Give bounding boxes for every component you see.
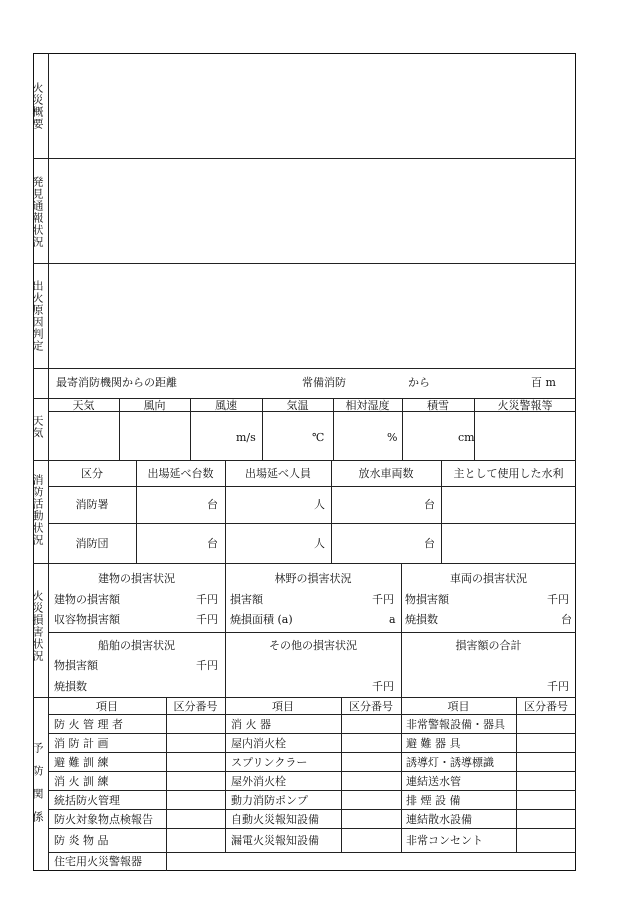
unit-thousand-yen: 千円 xyxy=(372,680,394,693)
unit-thousand-yen: 千円 xyxy=(196,659,218,672)
divider xyxy=(48,523,576,524)
unit-are: a xyxy=(389,613,396,626)
firefighting-label: 消防活動状況 xyxy=(31,474,44,546)
unit-vehicles: 台 xyxy=(424,498,435,511)
prevention-item: 非常コンセント xyxy=(406,834,483,847)
weather-header: 積雪 xyxy=(427,399,449,412)
prevention-item: 防火対象物点検報告 xyxy=(54,813,153,826)
unit-thousand-yen: 千円 xyxy=(372,593,394,606)
prevention-item: 自動火災報知設備 xyxy=(231,813,319,826)
divider xyxy=(48,771,576,772)
prevention-item: 防 炎 物 品 xyxy=(54,834,109,847)
prevention-label: 予防関係 xyxy=(31,742,44,834)
unit-vehicles: 台 xyxy=(207,498,218,511)
prevention-item: 漏電火災報知設備 xyxy=(231,834,319,847)
other-damage-title: その他の損害状況 xyxy=(269,639,357,652)
prevention-header: 項目 xyxy=(272,700,294,713)
ship-damage-row: 焼損数 xyxy=(54,680,87,693)
prevention-item: 連結散水設備 xyxy=(406,813,472,826)
humidity-unit: % xyxy=(387,431,398,444)
divider xyxy=(48,809,576,810)
forest-damage-row: 損害額 xyxy=(230,593,263,606)
vehicle-damage-row: 物損害額 xyxy=(405,593,449,606)
prevention-header: 区分番号 xyxy=(173,700,218,713)
divider xyxy=(166,697,167,871)
unit-thousand-yen: 千円 xyxy=(547,593,569,606)
firefighting-row-name: 消防団 xyxy=(75,537,109,550)
prevention-item: 屋内消火栓 xyxy=(231,737,286,750)
building-damage-row: 収容物損害額 xyxy=(54,613,120,626)
distance-from: から xyxy=(408,376,430,389)
weather-header: 相対湿度 xyxy=(345,399,390,412)
unit-vehicles: 台 xyxy=(207,537,218,550)
distance-station: 常備消防 xyxy=(302,376,346,389)
temperature-unit: ℃ xyxy=(312,431,325,444)
vehicle-damage-title: 車両の損害状況 xyxy=(450,572,527,585)
prevention-item: 屋外消火栓 xyxy=(231,775,286,788)
divider xyxy=(33,460,576,461)
prevention-item: 連結送水管 xyxy=(406,775,461,788)
weather-header: 天気 xyxy=(72,399,95,412)
snow-unit: cm xyxy=(458,431,475,444)
divider xyxy=(48,733,576,734)
prevention-item: スプリンクラー xyxy=(231,756,308,769)
firefighting-header: 出場延べ人員 xyxy=(245,467,311,480)
prevention-item: 消 防 計 画 xyxy=(54,737,109,750)
section-label-cause: 出火原因判定 xyxy=(31,280,44,352)
divider xyxy=(48,411,576,412)
unit-people: 人 xyxy=(314,498,325,511)
divider xyxy=(48,852,576,853)
prevention-item: 避 難 器 具 xyxy=(406,737,461,750)
total-damage-title: 損害額の合計 xyxy=(455,639,522,652)
prevention-item: 消 火 器 xyxy=(231,718,271,731)
divider xyxy=(33,697,576,698)
ship-damage-row: 物損害額 xyxy=(54,659,98,672)
section-label-discovery-report: 発見通報状況 xyxy=(31,176,44,248)
divider xyxy=(48,790,576,791)
prevention-header: 区分番号 xyxy=(524,700,568,713)
weather-header: 風向 xyxy=(143,399,166,412)
vehicle-damage-row: 焼損数 xyxy=(405,613,438,626)
weather-label: 天気 xyxy=(31,415,44,439)
divider xyxy=(48,714,576,715)
forest-damage-row: 焼損面積 (a) xyxy=(230,613,293,626)
prevention-item: 避 難 訓 練 xyxy=(54,756,109,769)
unit-people: 人 xyxy=(314,537,325,550)
prevention-item: 動力消防ポンプ xyxy=(231,794,308,807)
distance-label: 最寄消防機関からの距離 xyxy=(56,376,177,389)
divider xyxy=(33,158,576,159)
firefighting-header: 主として使用した水利 xyxy=(453,467,564,480)
unit-thousand-yen: 千円 xyxy=(196,613,218,626)
forest-damage-title: 林野の損害状況 xyxy=(274,572,352,585)
prevention-item: 排 煙 設 備 xyxy=(406,794,461,807)
prevention-item: 住宅用火災警報器 xyxy=(54,855,142,868)
firefighting-header: 放水車両数 xyxy=(358,467,414,480)
divider xyxy=(33,263,576,264)
section-label-fire-summary: 火災概要 xyxy=(31,82,44,130)
ship-damage-title: 船舶の損害状況 xyxy=(98,639,175,652)
prevention-header: 項目 xyxy=(447,700,470,713)
unit-vehicles: 台 xyxy=(424,537,435,550)
damage-label: 火災損害状況 xyxy=(31,590,44,662)
divider xyxy=(48,632,576,633)
building-damage-title: 建物の損害状況 xyxy=(98,572,175,585)
divider xyxy=(48,828,576,829)
divider xyxy=(33,368,576,369)
prevention-item: 消 火 訓 練 xyxy=(54,775,109,788)
weather-header: 風速 xyxy=(215,399,237,412)
prevention-item: 防 火 管 理 者 xyxy=(54,718,123,731)
form-frame xyxy=(33,53,576,871)
building-damage-row: 建物の損害額 xyxy=(54,593,120,606)
unit-thousand-yen: 千円 xyxy=(547,680,569,693)
prevention-item: 誘導灯・誘導標識 xyxy=(406,756,494,769)
wind-speed-unit: m/s xyxy=(236,431,256,444)
prevention-header: 区分番号 xyxy=(349,700,393,713)
divider xyxy=(48,486,576,487)
firefighting-header: 出場延べ台数 xyxy=(147,467,214,480)
prevention-item: 非常警報設備・器具 xyxy=(406,718,505,731)
prevention-item: 統括防火管理 xyxy=(54,794,120,807)
divider xyxy=(48,752,576,753)
label-column-divider xyxy=(48,53,49,871)
unit-vehicles: 台 xyxy=(561,613,572,626)
prevention-header: 項目 xyxy=(96,700,118,713)
unit-thousand-yen: 千円 xyxy=(196,593,218,606)
weather-header: 気温 xyxy=(286,399,309,412)
divider xyxy=(33,563,576,564)
weather-header: 火災警報等 xyxy=(497,399,553,412)
distance-unit: 百 m xyxy=(531,376,556,389)
firefighting-row-name: 消防署 xyxy=(75,498,109,511)
firefighting-header: 区分 xyxy=(81,467,103,480)
